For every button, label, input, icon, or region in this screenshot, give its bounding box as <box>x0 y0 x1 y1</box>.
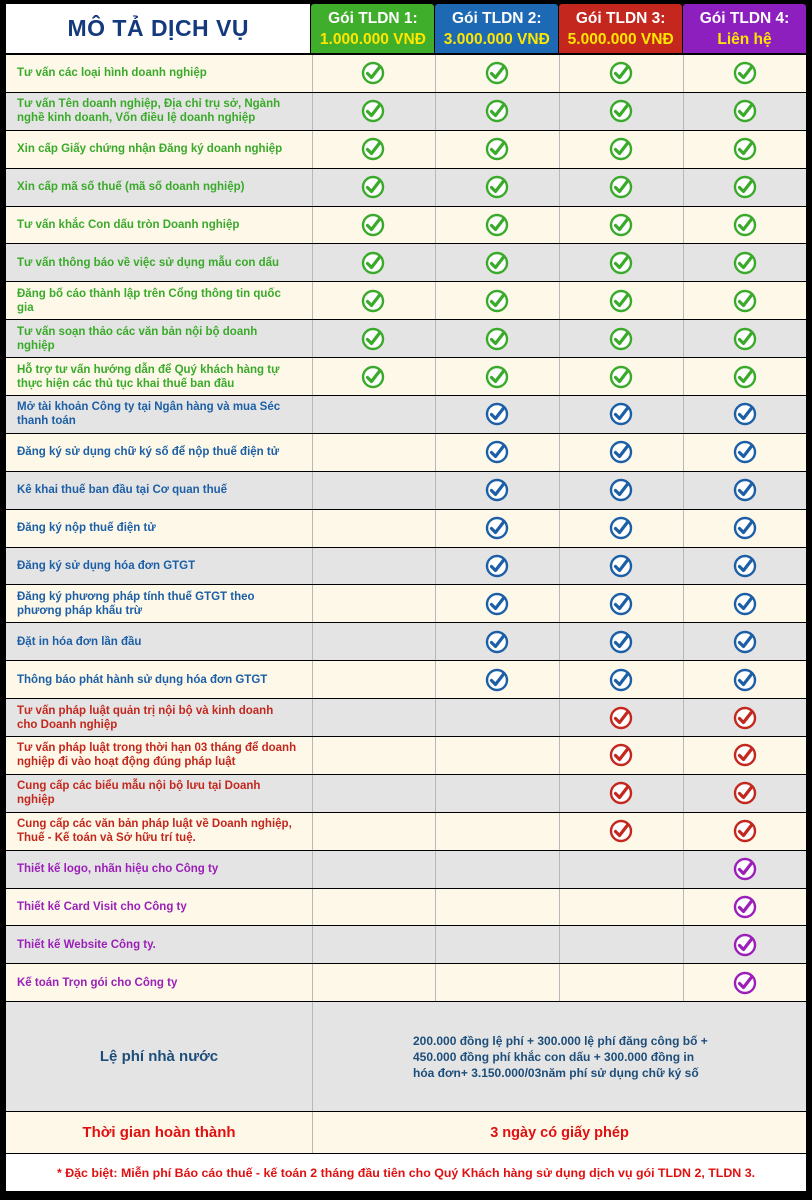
table-row <box>6 396 806 434</box>
table-row <box>6 964 806 1002</box>
table-row <box>6 131 806 169</box>
package-cell-2 <box>435 964 558 1001</box>
package-cell-1 <box>312 93 435 130</box>
table-header <box>6 4 806 53</box>
service-label: Cung cấp các văn bản pháp luật về Doanh nghiệp, Thuế - Kế toán và Sở hữu trí tuệ. <box>17 818 292 845</box>
table-row <box>6 510 806 548</box>
check-icon <box>485 327 509 351</box>
package-cell-4 <box>683 358 806 395</box>
service-label: Mở tài khoản Công ty tại Ngân hàng và mua Séc thanh toán <box>17 401 281 428</box>
table-row <box>6 851 806 889</box>
package-cell-1 <box>312 585 435 622</box>
package-cell-4 <box>683 964 806 1001</box>
package-cell-2 <box>435 93 558 130</box>
package-cell-1 <box>312 320 435 357</box>
package-cell-3 <box>559 548 682 585</box>
package-cell-1 <box>312 396 435 433</box>
check-icon <box>733 895 757 919</box>
package-cell-4 <box>683 282 806 319</box>
check-icon <box>609 743 633 767</box>
check-icon <box>485 554 509 578</box>
package-cell-1 <box>312 472 435 509</box>
check-icon <box>609 478 633 502</box>
check-icon <box>609 516 633 540</box>
check-icon <box>485 365 509 389</box>
service-label: Đặt in hóa đơn lần đầu <box>17 635 142 648</box>
check-icon <box>733 251 757 275</box>
check-icon <box>733 933 757 957</box>
package-cell-4 <box>683 207 806 244</box>
pricing-table <box>6 4 806 1191</box>
check-icon <box>733 478 757 502</box>
package-cell-1 <box>312 699 435 736</box>
check-icon <box>733 402 757 426</box>
check-icon <box>733 554 757 578</box>
package-cell-3 <box>559 889 682 926</box>
check-icon <box>733 327 757 351</box>
check-icon <box>733 289 757 313</box>
package-cell-4 <box>683 623 806 660</box>
check-icon <box>361 61 385 85</box>
check-icon <box>361 365 385 389</box>
check-icon <box>609 327 633 351</box>
check-icon <box>361 251 385 275</box>
package-cell-1 <box>312 131 435 168</box>
package-cell-3 <box>559 737 682 774</box>
page-title: MÔ TẢ DỊCH VỤ <box>6 4 310 53</box>
service-label: Thiết kế Card Visit cho Công ty <box>17 901 187 914</box>
table-row <box>6 244 806 282</box>
package-cell-4 <box>683 737 806 774</box>
service-label: Tư vấn pháp luật trong thời hạn 03 tháng để doanh nghiệp đi vào hoạt động đúng pháp luật <box>17 742 297 769</box>
table-row <box>6 358 806 396</box>
service-label: Xin cấp mã số thuế (mã số doanh nghiệp) <box>17 181 245 194</box>
service-label: Tư vấn các loại hình doanh nghiệp <box>17 67 207 80</box>
table-row <box>6 813 806 851</box>
check-icon <box>361 327 385 351</box>
package-cell-3 <box>559 320 682 357</box>
check-icon <box>733 365 757 389</box>
package-cell-2 <box>435 244 558 281</box>
check-icon <box>609 137 633 161</box>
check-icon <box>609 706 633 730</box>
check-icon <box>361 213 385 237</box>
check-icon <box>485 592 509 616</box>
check-icon <box>485 213 509 237</box>
check-icon <box>485 402 509 426</box>
fee-row <box>6 1002 806 1111</box>
check-icon <box>485 251 509 275</box>
service-label: Tư vấn thông báo về việc sử dụng mẫu con dấu <box>17 256 280 269</box>
package-price: 3.000.000 VNĐ <box>443 30 550 48</box>
package-name: Gói TLDN 4: <box>699 9 790 27</box>
package-cell-2 <box>435 661 558 698</box>
package-cell-4 <box>683 889 806 926</box>
package-cell-2 <box>435 548 558 585</box>
package-cell-1 <box>312 207 435 244</box>
package-cell-1 <box>312 813 435 850</box>
service-label: Tư vấn Tên doanh nghiệp, Địa chỉ trụ sở, Ngành nghề kinh doanh, Vốn điều lệ doanh nghiệp <box>17 98 281 125</box>
service-rows <box>6 55 806 1002</box>
package-cell-2 <box>435 282 558 319</box>
package-header-4 <box>683 4 806 53</box>
table-row <box>6 207 806 245</box>
package-cell-2 <box>435 396 558 433</box>
package-header-2 <box>435 4 558 53</box>
check-icon <box>361 175 385 199</box>
package-cell-4 <box>683 434 806 471</box>
package-cell-3 <box>559 396 682 433</box>
package-header-3 <box>559 4 682 53</box>
package-cell-2 <box>435 926 558 963</box>
service-label: Tư vấn soạn thảo các văn bản nội bộ doanh nghiệp <box>17 325 258 352</box>
package-cell-3 <box>559 964 682 1001</box>
package-price: 5.000.000 VNĐ <box>567 30 674 48</box>
service-label: Tư vấn khắc Con dấu tròn Doanh nghiệp <box>17 219 240 231</box>
package-cell-2 <box>435 131 558 168</box>
package-cell-2 <box>435 472 558 509</box>
service-label: Cung cấp các biểu mẫu nội bộ lưu tại Doanh nghiệp <box>17 780 261 807</box>
check-icon <box>609 440 633 464</box>
completion-row <box>6 1111 806 1153</box>
check-icon <box>485 516 509 540</box>
table-row <box>6 548 806 586</box>
check-icon <box>485 630 509 654</box>
package-cell-1 <box>312 434 435 471</box>
package-cell-4 <box>683 926 806 963</box>
special-note: * Đặc biệt: Miễn phí Báo cáo thuế - kế toán 2 tháng đầu tiên cho Quý Khách hàng sử dụng dịch vụ gói TLDN 2, TLDN 3. <box>6 1153 806 1191</box>
fee-label: Lệ phí nhà nước <box>99 1048 219 1066</box>
package-cell-4 <box>683 472 806 509</box>
package-cell-3 <box>559 472 682 509</box>
check-icon <box>485 137 509 161</box>
package-cell-4 <box>683 661 806 698</box>
package-cell-4 <box>683 585 806 622</box>
package-cell-4 <box>683 548 806 585</box>
check-icon <box>609 365 633 389</box>
package-cell-3 <box>559 244 682 281</box>
table-row <box>6 472 806 510</box>
package-cell-2 <box>435 320 558 357</box>
package-cell-3 <box>559 926 682 963</box>
table-row <box>6 737 806 775</box>
package-cell-3 <box>559 169 682 206</box>
package-cell-2 <box>435 623 558 660</box>
check-icon <box>361 289 385 313</box>
package-cell-1 <box>312 889 435 926</box>
package-cell-2 <box>435 207 558 244</box>
package-cell-3 <box>559 585 682 622</box>
package-cell-3 <box>559 510 682 547</box>
package-cell-3 <box>559 93 682 130</box>
service-label: Thiết kế logo, nhãn hiệu cho Công ty <box>17 863 219 876</box>
check-icon <box>733 781 757 805</box>
table-row <box>6 585 806 623</box>
package-cell-2 <box>435 55 558 92</box>
package-cell-2 <box>435 169 558 206</box>
check-icon <box>609 175 633 199</box>
package-cell-1 <box>312 244 435 281</box>
table-row <box>6 623 806 661</box>
package-cell-4 <box>683 244 806 281</box>
check-icon <box>733 971 757 995</box>
package-cell-1 <box>312 169 435 206</box>
service-label: Thông báo phát hành sử dụng hóa đơn GTGT <box>17 673 268 686</box>
package-cell-1 <box>312 623 435 660</box>
package-cell-4 <box>683 813 806 850</box>
service-label: Đăng ký sử dụng hóa đơn GTGT <box>17 560 196 573</box>
package-cell-1 <box>312 661 435 698</box>
service-label: Tư vấn pháp luật quản trị nội bộ và kinh doanh cho Doanh nghiệp <box>17 704 274 731</box>
package-cell-1 <box>312 282 435 319</box>
package-cell-1 <box>312 510 435 547</box>
check-icon <box>733 175 757 199</box>
package-cell-2 <box>435 851 558 888</box>
check-icon <box>485 668 509 692</box>
check-icon <box>733 99 757 123</box>
table-row <box>6 699 806 737</box>
package-cell-4 <box>683 93 806 130</box>
package-cell-3 <box>559 55 682 92</box>
table-row <box>6 55 806 93</box>
check-icon <box>485 440 509 464</box>
package-cell-1 <box>312 775 435 812</box>
package-cell-4 <box>683 55 806 92</box>
check-icon <box>609 61 633 85</box>
package-cell-4 <box>683 169 806 206</box>
package-cell-2 <box>435 813 558 850</box>
service-label: Hỗ trợ tư vấn hướng dẫn để Quý khách hàng tự thực hiện các thủ tục khai thuế ban đầu <box>17 363 280 390</box>
completion-value: 3 ngày có giấy phép <box>312 1112 806 1153</box>
package-cell-1 <box>312 926 435 963</box>
check-icon <box>485 289 509 313</box>
package-cell-2 <box>435 775 558 812</box>
service-label: Đăng bố cáo thành lập trên Cổng thông tin quốc gia <box>17 287 281 314</box>
package-price: Liên hệ <box>717 30 772 48</box>
service-label: Đăng ký nộp thuế điện tử <box>17 522 156 535</box>
check-icon <box>485 175 509 199</box>
package-cell-3 <box>559 434 682 471</box>
table-row <box>6 169 806 207</box>
service-label: Đăng ký phương pháp tính thuế GTGT theo phương pháp khấu trừ <box>17 590 255 617</box>
package-cell-3 <box>559 813 682 850</box>
check-icon <box>733 743 757 767</box>
package-cell-3 <box>559 358 682 395</box>
package-cell-4 <box>683 510 806 547</box>
check-icon <box>485 99 509 123</box>
package-cell-3 <box>559 282 682 319</box>
table-row <box>6 282 806 320</box>
check-icon <box>733 857 757 881</box>
package-header-1 <box>311 4 434 53</box>
service-label: Xin cấp Giấy chứng nhận Đăng ký doanh nghiệp <box>17 143 283 156</box>
package-name: Gói TLDN 1: <box>328 9 418 27</box>
package-cell-3 <box>559 699 682 736</box>
check-icon <box>733 137 757 161</box>
check-icon <box>609 251 633 275</box>
package-cell-3 <box>559 661 682 698</box>
check-icon <box>733 213 757 237</box>
package-cell-4 <box>683 775 806 812</box>
table-row <box>6 926 806 964</box>
package-cell-4 <box>683 851 806 888</box>
package-cell-1 <box>312 964 435 1001</box>
check-icon <box>609 99 633 123</box>
check-icon <box>609 289 633 313</box>
package-cell-1 <box>312 358 435 395</box>
service-label: Đăng ký sử dụng chữ ký số để nộp thuế điện tử <box>17 446 280 459</box>
service-label: Thiết kế Website Công ty. <box>17 938 156 951</box>
package-cell-2 <box>435 510 558 547</box>
table-row <box>6 434 806 472</box>
package-cell-3 <box>559 207 682 244</box>
package-cell-1 <box>312 851 435 888</box>
check-icon <box>733 516 757 540</box>
check-icon <box>361 99 385 123</box>
package-name: Gói TLDN 3: <box>575 9 666 27</box>
package-cell-1 <box>312 548 435 585</box>
check-icon <box>609 554 633 578</box>
table-row <box>6 889 806 927</box>
package-cell-1 <box>312 737 435 774</box>
package-cell-3 <box>559 623 682 660</box>
check-icon <box>733 706 757 730</box>
package-cell-2 <box>435 358 558 395</box>
completion-label: Thời gian hoàn thành <box>82 1124 236 1142</box>
check-icon <box>609 781 633 805</box>
package-name: Gói TLDN 2: <box>452 9 542 27</box>
check-icon <box>485 61 509 85</box>
check-icon <box>609 819 633 843</box>
table-row <box>6 320 806 358</box>
table-row <box>6 775 806 813</box>
package-cell-3 <box>559 851 682 888</box>
check-icon <box>609 592 633 616</box>
service-label: Kê khai thuế ban đầu tại Cơ quan thuế <box>17 484 228 497</box>
package-cell-1 <box>312 55 435 92</box>
package-cell-4 <box>683 320 806 357</box>
package-cell-4 <box>683 699 806 736</box>
check-icon <box>485 478 509 502</box>
check-icon <box>609 402 633 426</box>
check-icon <box>733 630 757 654</box>
check-icon <box>733 668 757 692</box>
table-row <box>6 93 806 131</box>
check-icon <box>609 213 633 237</box>
package-cell-3 <box>559 131 682 168</box>
table-row <box>6 661 806 699</box>
package-cell-4 <box>683 131 806 168</box>
package-cell-2 <box>435 737 558 774</box>
package-cell-2 <box>435 699 558 736</box>
check-icon <box>733 819 757 843</box>
service-label: Kế toán Trọn gói cho Công ty <box>17 976 178 989</box>
check-icon <box>609 668 633 692</box>
check-icon <box>733 440 757 464</box>
check-icon <box>733 592 757 616</box>
check-icon <box>609 630 633 654</box>
package-cell-2 <box>435 434 558 471</box>
check-icon <box>733 61 757 85</box>
package-cell-3 <box>559 775 682 812</box>
package-cell-2 <box>435 889 558 926</box>
package-cell-4 <box>683 396 806 433</box>
fee-value: 200.000 đồng lệ phí + 300.000 lệ phí đăng công bố + 450.000 đồng phí khắc con dấu + 300.000 đồng in hóa đơn+ 3.150.000/03năm phí sử dụng chữ ký số <box>312 1002 806 1111</box>
check-icon <box>361 137 385 161</box>
package-price: 1.000.000 VNĐ <box>319 30 426 48</box>
package-cell-2 <box>435 585 558 622</box>
